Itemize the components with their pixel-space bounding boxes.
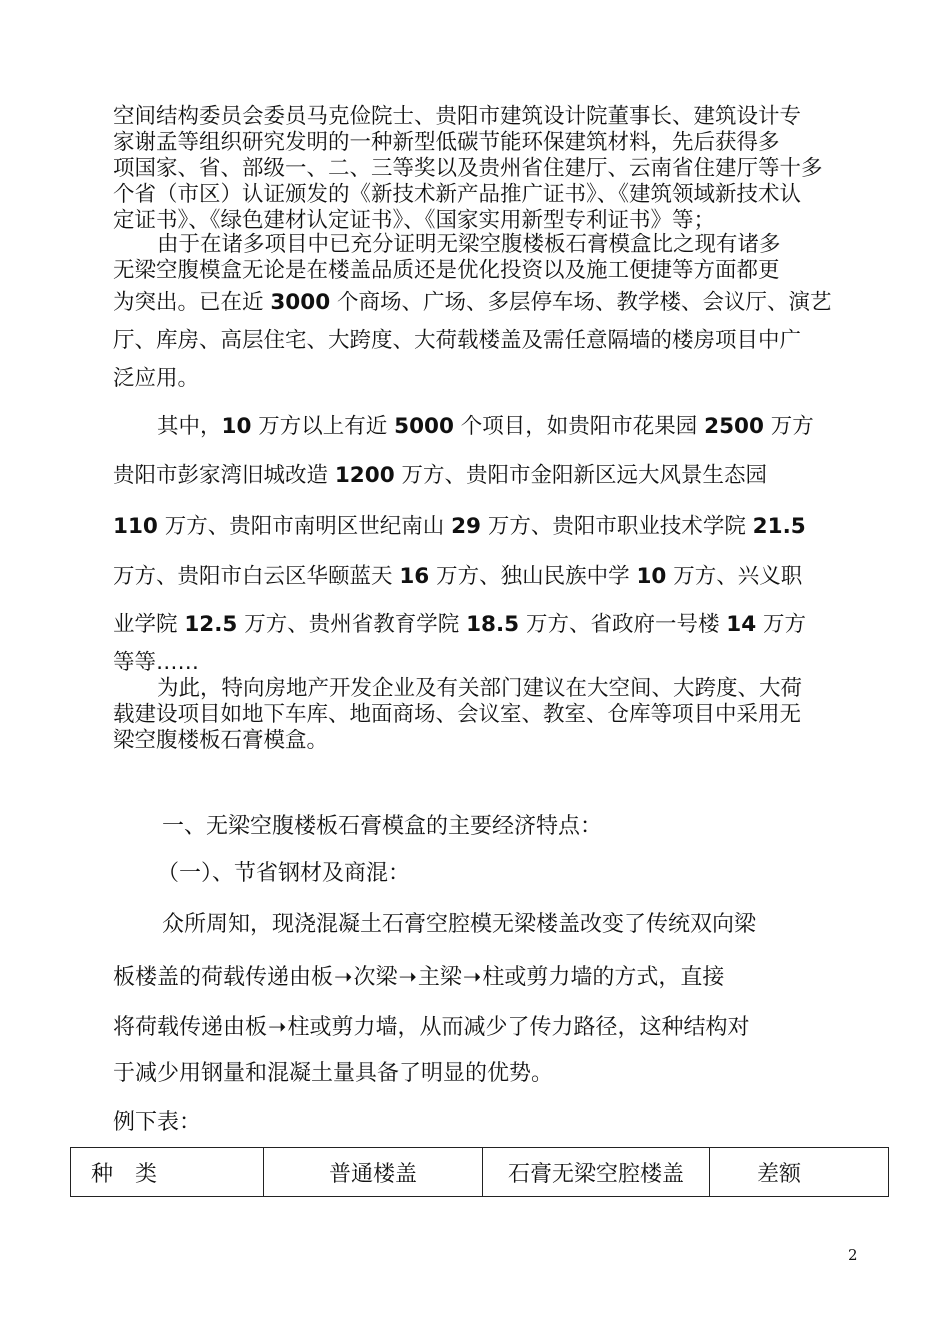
paragraph-5-line-1: 众所周知，现浇混凝土石膏空腔模无梁楼盖改变了传统双向梁 — [162, 912, 757, 937]
page-number: 2 — [848, 1246, 858, 1264]
paragraph-4-line-1: 为此，特向房地产开发企业及有关部门建议在大空间、大跨度、大荷 — [157, 676, 803, 701]
paragraph-4-line-3: 梁空腹楼板石膏模盒。 — [113, 728, 329, 753]
table-header-cell-difference: 差额 — [710, 1148, 889, 1197]
paragraph-2-line-5: 泛应用。 — [113, 366, 200, 391]
paragraph-3-line-4: 万方、贵阳市白云区华颐蓝天 16 万方、独山民族中学 10 万方、兴义职 — [113, 564, 803, 589]
paragraph-1-line-1: 空间结构委员会委员马克俭院士、贵阳市建筑设计院董事长、建筑设计专 — [113, 104, 802, 129]
paragraph-3-line-3: 110 万方、贵阳市南明区世纪南山 29 万方、贵阳市职业技术学院 21.5 — [113, 514, 806, 539]
paragraph-4-line-2: 载建设项目如地下车库、地面商场、会议室、教室、仓库等项目中采用无 — [113, 702, 802, 727]
paragraph-2-line-1: 由于在诸多项目中已充分证明无梁空腹楼板石膏模盒比之现有诸多 — [157, 232, 781, 257]
subsection-heading: （一）、节省钢材及商混： — [157, 861, 411, 886]
paragraph-1-line-3: 项国家、省、部级一、二、三等奖以及贵州省住建厅、云南省住建厅等十多 — [113, 156, 823, 181]
table-header-cell-ordinary-floor: 普通楼盖 — [264, 1148, 483, 1197]
paragraph-1-line-2: 家谢孟等组织研究发明的一种新型低碳节能环保建筑材料，先后获得多 — [113, 130, 780, 155]
section-heading: 一、无梁空腹楼板石膏模盒的主要经济特点： — [162, 814, 603, 839]
paragraph-3-line-1: 其中，10 万方以上有近 5000 个项目，如贵阳市花果园 2500 万方 — [157, 414, 814, 439]
paragraph-1-line-4: 个省（市区）认证颁发的《新技术新产品推广证书》、《建筑领域新技术认 — [113, 182, 802, 207]
arrow-right-icon: ➝ — [462, 965, 482, 990]
table-header-row — [71, 1148, 889, 1197]
paragraph-5-line-2: 板楼盖的荷载传递由板➝次梁➝主梁➝柱或剪力墙的方式，直接 — [113, 965, 725, 990]
arrow-right-icon: ➝ — [398, 965, 417, 990]
paragraph-2-line-2: 无梁空腹模盒无论是在楼盖品质还是优化投资以及施工便捷等方面都更 — [113, 258, 780, 283]
paragraph-1-line-5: 定证书》、《绿色建材认定证书》、《国家实用新型专利证书》等； — [113, 208, 716, 233]
paragraph-3-line-5: 业学院 12.5 万方、贵州省教育学院 18.5 万方、省政府一号楼 14 万方 — [113, 612, 807, 637]
table-intro: 例下表： — [113, 1110, 202, 1135]
arrow-right-icon: ➝ — [334, 965, 353, 990]
paragraph-2-line-3: 为突出。已在近 3000 个商场、广场、多层停车场、教学楼、会议厅、演艺 — [113, 290, 832, 315]
paragraph-2-line-4: 厅、库房、高层住宅、大跨度、大荷载楼盖及需任意隔墙的楼房项目中广 — [113, 328, 802, 353]
paragraph-3-line-2: 贵阳市彭家湾旧城改造 1200 万方、贵阳市金阳新区远大风景生态园 — [113, 463, 768, 488]
paragraph-5-line-3: 将荷载传递由板➝柱或剪力墙，从而减少了传力路径，这种结构对 — [113, 1015, 750, 1040]
table-header-cell-gypsum-floor: 石膏无梁空腔楼盖 — [483, 1148, 710, 1197]
comparison-table — [70, 1147, 889, 1197]
table-header-cell-category: 种 类 — [71, 1148, 264, 1197]
arrow-right-icon: ➝ — [268, 1015, 287, 1040]
paragraph-5-line-4: 于减少用钢量和混凝土量具备了明显的优势。 — [113, 1061, 554, 1086]
paragraph-3-line-6: 等等…… — [113, 650, 200, 675]
